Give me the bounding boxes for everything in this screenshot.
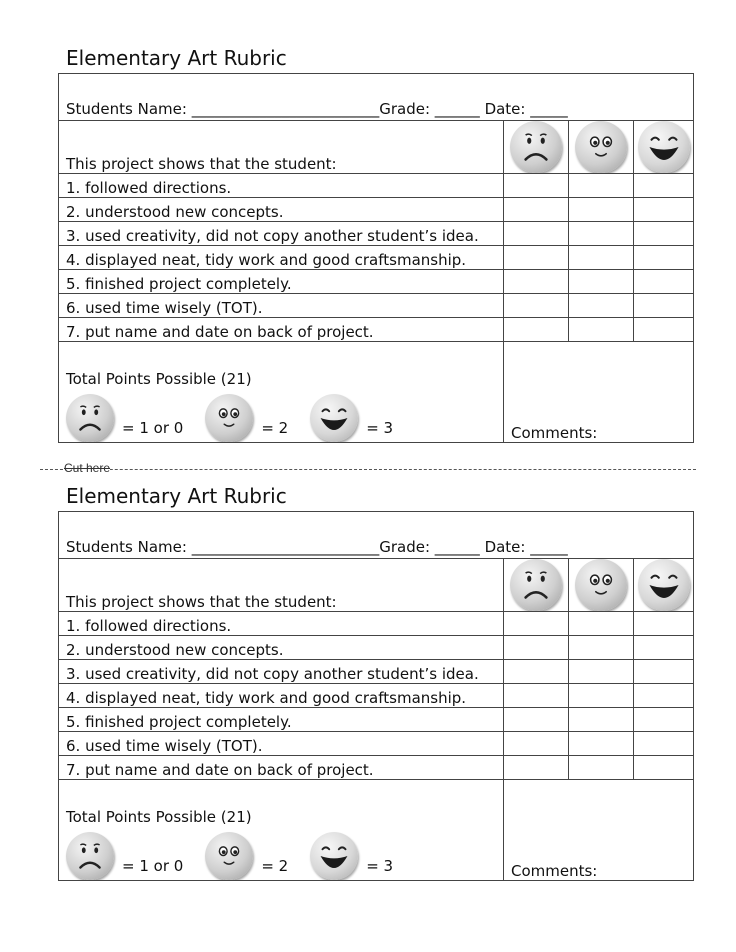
- happy-column-header: [634, 121, 694, 174]
- legend-sad-value: = 1 or 0: [122, 857, 184, 875]
- sad-face-icon: [66, 394, 114, 442]
- criterion-label: 6. used time wisely (TOT).: [59, 732, 504, 756]
- sad-column-header: [504, 559, 569, 612]
- students-name-field[interactable]: Students Name: _________________________: [66, 100, 380, 118]
- criterion-row: [59, 660, 694, 684]
- rubric-form: [58, 73, 693, 442]
- score-cell-happy[interactable]: [634, 198, 694, 222]
- intro-text: This project shows that the student:: [59, 121, 504, 174]
- score-cell-sad[interactable]: [504, 294, 569, 318]
- score-cell-sad[interactable]: [504, 732, 569, 756]
- criterion-label: 1. followed directions.: [59, 612, 504, 636]
- intro-text: This project shows that the student:: [59, 559, 504, 612]
- criterion-label: 7. put name and date on back of project.: [59, 318, 504, 342]
- criterion-label: 4. displayed neat, tidy work and good craftsmanship.: [59, 246, 504, 270]
- total-points-cell: [59, 780, 504, 881]
- criterion-label: 7. put name and date on back of project.: [59, 756, 504, 780]
- cut-here-label: Cut here: [64, 461, 111, 475]
- score-cell-sad[interactable]: [504, 270, 569, 294]
- score-cell-happy[interactable]: [634, 732, 694, 756]
- criterion-label: 2. understood new concepts.: [59, 636, 504, 660]
- sad-column-header: [504, 121, 569, 174]
- happy-face-icon: [310, 832, 358, 880]
- neutral-face-icon: [205, 832, 253, 880]
- criterion-label: 6. used time wisely (TOT).: [59, 294, 504, 318]
- criterion-row: [59, 612, 694, 636]
- rubric-title: Elementary Art Rubric: [66, 484, 287, 508]
- score-cell-sad[interactable]: [504, 708, 569, 732]
- sad-face-icon: [510, 121, 562, 173]
- score-cell-sad[interactable]: [504, 318, 569, 342]
- criterion-label: 5. finished project completely.: [59, 270, 504, 294]
- score-cell-neutral[interactable]: [569, 732, 634, 756]
- legend-neutral-value: = 2: [261, 419, 289, 437]
- score-cell-happy[interactable]: [634, 756, 694, 780]
- criterion-row: [59, 270, 694, 294]
- neutral-face-icon: [205, 394, 253, 442]
- score-cell-neutral[interactable]: [569, 198, 634, 222]
- criterion-row: [59, 294, 694, 318]
- score-cell-happy[interactable]: [634, 174, 694, 198]
- total-points-cell: [59, 342, 504, 443]
- grade-field[interactable]: Grade: ______: [379, 100, 480, 118]
- sad-face-icon: [510, 559, 562, 611]
- score-cell-neutral[interactable]: [569, 294, 634, 318]
- score-cell-sad[interactable]: [504, 612, 569, 636]
- criterion-row: [59, 708, 694, 732]
- score-cell-neutral[interactable]: [569, 660, 634, 684]
- criterion-label: 4. displayed neat, tidy work and good craftsmanship.: [59, 684, 504, 708]
- score-cell-happy[interactable]: [634, 318, 694, 342]
- criterion-label: 2. understood new concepts.: [59, 198, 504, 222]
- criterion-label: 5. finished project completely.: [59, 708, 504, 732]
- score-cell-neutral[interactable]: [569, 246, 634, 270]
- score-cell-sad[interactable]: [504, 174, 569, 198]
- score-cell-neutral[interactable]: [569, 612, 634, 636]
- score-cell-sad[interactable]: [504, 756, 569, 780]
- score-cell-happy[interactable]: [634, 270, 694, 294]
- score-cell-happy[interactable]: [634, 294, 694, 318]
- criterion-row: [59, 684, 694, 708]
- score-cell-sad[interactable]: [504, 660, 569, 684]
- neutral-face-icon: [575, 121, 627, 173]
- happy-face-icon: [638, 559, 690, 611]
- criterion-row: [59, 636, 694, 660]
- criterion-row: [59, 174, 694, 198]
- grade-field[interactable]: Grade: ______: [379, 538, 480, 556]
- sad-face-icon: [66, 832, 114, 880]
- score-cell-neutral[interactable]: [569, 684, 634, 708]
- score-cell-happy[interactable]: [634, 708, 694, 732]
- cut-line: [40, 469, 696, 470]
- score-cell-happy[interactable]: [634, 684, 694, 708]
- score-cell-neutral[interactable]: [569, 636, 634, 660]
- comments-label: Comments:: [511, 862, 598, 880]
- criterion-label: 3. used creativity, did not copy another student’s idea.: [59, 660, 504, 684]
- neutral-column-header: [569, 559, 634, 612]
- happy-face-icon: [638, 121, 690, 173]
- criterion-label: 3. used creativity, did not copy another student’s idea.: [59, 222, 504, 246]
- comments-label: Comments:: [511, 424, 598, 442]
- total-points-label: Total Points Possible (21): [66, 370, 252, 388]
- score-cell-happy[interactable]: [634, 636, 694, 660]
- legend-happy-value: = 3: [366, 857, 394, 875]
- score-cell-neutral[interactable]: [569, 756, 634, 780]
- comments-box[interactable]: [504, 342, 694, 443]
- criterion-row: [59, 222, 694, 246]
- comments-box[interactable]: [504, 780, 694, 881]
- score-cell-sad[interactable]: [504, 222, 569, 246]
- date-field[interactable]: Date: _____: [484, 538, 568, 556]
- happy-face-icon: [310, 394, 358, 442]
- score-legend: [66, 832, 503, 880]
- criterion-row: [59, 756, 694, 780]
- criterion-row: [59, 732, 694, 756]
- score-cell-sad[interactable]: [504, 198, 569, 222]
- score-cell-happy[interactable]: [634, 660, 694, 684]
- score-cell-sad[interactable]: [504, 246, 569, 270]
- rubric-form: [58, 511, 693, 880]
- score-cell-happy[interactable]: [634, 612, 694, 636]
- criterion-row: [59, 318, 694, 342]
- happy-column-header: [634, 559, 694, 612]
- legend-happy-value: = 3: [366, 419, 394, 437]
- date-field[interactable]: Date: _____: [484, 100, 568, 118]
- header-row: [59, 74, 694, 121]
- score-cell-sad[interactable]: [504, 636, 569, 660]
- score-cell-happy[interactable]: [634, 222, 694, 246]
- score-cell-neutral[interactable]: [569, 708, 634, 732]
- rubric-title: Elementary Art Rubric: [66, 46, 287, 70]
- score-cell-neutral[interactable]: [569, 174, 634, 198]
- score-cell-neutral[interactable]: [569, 222, 634, 246]
- score-cell-neutral[interactable]: [569, 318, 634, 342]
- score-cell-happy[interactable]: [634, 246, 694, 270]
- score-cell-neutral[interactable]: [569, 270, 634, 294]
- legend-sad-value: = 1 or 0: [122, 419, 184, 437]
- neutral-column-header: [569, 121, 634, 174]
- header-row: [59, 512, 694, 559]
- neutral-face-icon: [575, 559, 627, 611]
- students-name-field[interactable]: Students Name: _________________________: [66, 538, 380, 556]
- criterion-row: [59, 246, 694, 270]
- criterion-row: [59, 198, 694, 222]
- legend-neutral-value: = 2: [261, 857, 289, 875]
- score-legend: [66, 394, 503, 442]
- total-points-label: Total Points Possible (21): [66, 808, 252, 826]
- score-cell-sad[interactable]: [504, 684, 569, 708]
- criterion-label: 1. followed directions.: [59, 174, 504, 198]
